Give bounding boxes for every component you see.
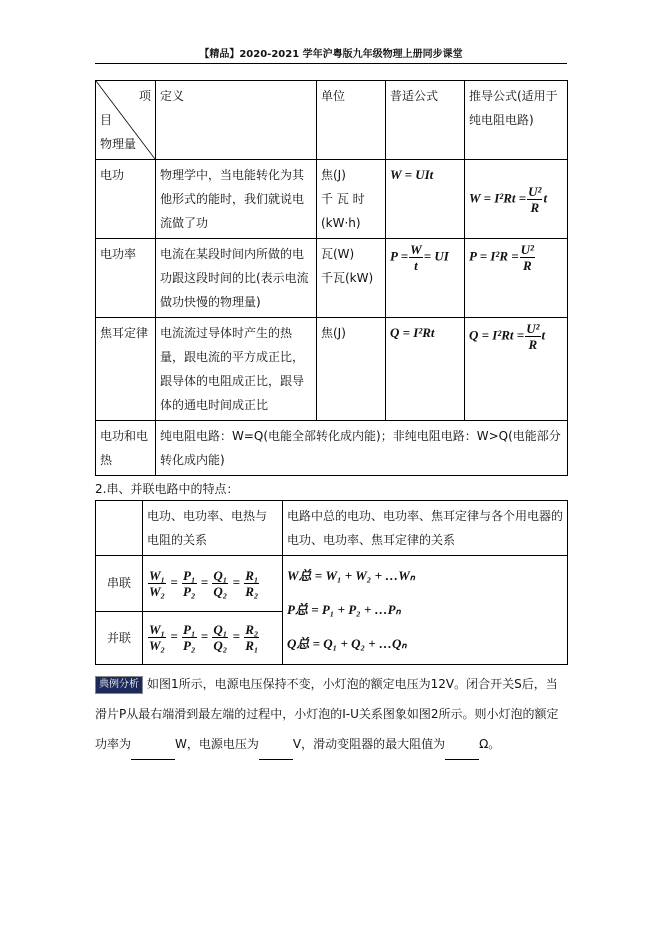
numerator: P₁ — [183, 567, 196, 583]
numerator: R₁ — [245, 567, 259, 583]
example-badge: 典例分析 — [95, 676, 143, 694]
denominator: R — [528, 337, 538, 352]
row-formula: Q = I²Rt — [386, 318, 465, 421]
fraction — [182, 622, 196, 653]
row-formula — [386, 239, 465, 318]
equals-sign: = — [197, 574, 212, 590]
formula-part: t — [541, 327, 546, 343]
formula-part: P = — [390, 248, 409, 264]
fraction — [244, 568, 259, 599]
table-row — [96, 556, 568, 612]
total-power: P总 = P₁ + P₂ + …Pₙ — [287, 602, 401, 617]
numerator: U² — [528, 183, 542, 199]
total-work: W总 = W₁ + W₂ + …Wₙ — [287, 568, 415, 583]
equals-sign: = — [167, 628, 182, 644]
denominator: R — [522, 258, 532, 273]
corner-bottom: 物理量 — [100, 137, 137, 151]
numerator: W₁ — [149, 622, 166, 638]
header-formula: 普适公式 — [386, 81, 465, 160]
row-unit — [317, 239, 386, 318]
numerator: Q₁ — [213, 567, 228, 583]
denominator: R₁ — [245, 638, 259, 654]
header-relation: 电功、电功率、电热与电阻的关系 — [143, 501, 283, 556]
circuit-table — [95, 500, 568, 665]
row-definition: 电流在某段时间内所做的电功跟这段时间的比(表示电流做功快慢的物理量) — [156, 239, 317, 318]
total-heat: Q总 = Q₁ + Q₂ + …Qₙ — [287, 636, 407, 651]
header-derived: 推导公式(适用于纯电阻电路) — [465, 81, 568, 160]
row-derived — [465, 160, 568, 239]
fraction — [182, 568, 196, 599]
totals-cell — [283, 556, 568, 665]
parallel-ratios — [143, 611, 283, 664]
header-divider — [95, 63, 567, 64]
formula-part: t — [543, 189, 548, 205]
formula-part: = UI — [423, 248, 449, 264]
electric-work-table — [95, 80, 568, 476]
numerator: W₁ — [149, 567, 166, 583]
row-definition: 物理学中，当电能转化为其他形式的能时，我们就说电流做了功 — [156, 160, 317, 239]
numerator: Q₁ — [213, 622, 228, 638]
denominator: R — [530, 199, 540, 215]
table-header-row — [96, 501, 568, 556]
section-heading: 2.串、并联电路中的特点： — [95, 482, 239, 496]
row-unit: 焦(J) — [317, 318, 386, 421]
numerator: U² — [526, 321, 540, 336]
numerator: P₁ — [183, 622, 196, 638]
header-unit: 单位 — [317, 81, 386, 160]
table-row — [96, 421, 568, 476]
header-definition: 定义 — [156, 81, 317, 160]
answer-blank[interactable] — [131, 729, 175, 760]
answer-blank[interactable] — [445, 729, 479, 760]
fraction — [525, 321, 540, 352]
row-name: 电功率 — [96, 239, 156, 318]
fraction — [212, 622, 228, 653]
example-text: 如图1所示，电源电压保持不变，小灯泡的额定电压为12V。闭合开关S后，当滑片P从最右端滑到最左端的过程中，小灯泡的I-U关系图象如图2所示。则小灯泡的额定功率为 — [95, 677, 559, 751]
table-row — [96, 239, 568, 318]
example-text: W，电源电压为 — [175, 737, 259, 751]
denominator: t — [414, 258, 418, 273]
corner-mid: 目 — [100, 113, 113, 127]
unit: (kW·h) — [321, 216, 361, 230]
equals-sign: = — [167, 574, 182, 590]
row-derived — [465, 239, 568, 318]
denominator: R₂ — [245, 583, 259, 599]
fraction — [409, 242, 423, 273]
equals-sign: = — [197, 628, 212, 644]
row-name: 焦耳定律 — [96, 318, 156, 421]
unit: 瓦(W) — [321, 247, 355, 261]
numerator: U² — [520, 242, 534, 257]
corner-cell — [96, 81, 156, 160]
fraction — [527, 184, 542, 215]
fraction — [148, 622, 166, 653]
fraction — [212, 568, 228, 599]
fraction — [148, 568, 166, 599]
table-row — [96, 318, 568, 421]
series-label: 串联 — [96, 556, 143, 612]
row-formula: W = UIt — [386, 160, 465, 239]
numerator: W — [410, 242, 422, 257]
unit: 千 瓦 时 — [321, 192, 365, 206]
row-derived — [465, 318, 568, 421]
denominator: W₂ — [149, 583, 166, 599]
formula-part: P = I²R = — [469, 248, 519, 264]
row-text: 纯电阻电路：W=Q(电能全部转化成内能)；非纯电阻电路：W>Q(电能部分转化成内能) — [156, 421, 568, 476]
example-paragraph — [95, 669, 567, 760]
series-ratios — [143, 556, 283, 612]
formula-part: W = I²Rt = — [469, 189, 527, 205]
denominator: Q₂ — [213, 638, 228, 654]
corner-top: 项 — [138, 89, 151, 103]
fraction — [520, 242, 535, 273]
row-name: 电功 — [96, 160, 156, 239]
denominator: P₂ — [183, 638, 196, 654]
equals-sign: = — [229, 628, 244, 644]
example-text: V，滑动变阻器的最大阻值为 — [292, 737, 446, 751]
table-row — [96, 160, 568, 239]
equals-sign: = — [229, 574, 244, 590]
numerator: R₂ — [245, 622, 259, 638]
denominator: P₂ — [183, 583, 196, 599]
row-name: 电功和电热 — [96, 421, 156, 476]
page-header: 【精品】2020-2021 学年沪粤版九年级物理上册同步课堂 — [199, 49, 463, 60]
table-header-row — [96, 81, 568, 160]
answer-blank[interactable] — [259, 729, 293, 760]
row-unit — [317, 160, 386, 239]
example-text: Ω。 — [479, 737, 501, 751]
unit: 焦(J) — [321, 168, 346, 182]
formula-part: Q = I²Rt = — [469, 327, 525, 343]
denominator: W₂ — [149, 638, 166, 654]
header-totals: 电路中总的电功、电功率、焦耳定律与各个用电器的电功、电功率、焦耳定律的关系 — [283, 501, 568, 556]
parallel-label: 并联 — [96, 611, 143, 664]
row-definition: 电流流过导体时产生的热量，跟电流的平方成正比，跟导体的电阻成正比，跟导体的通电时间成正比 — [156, 318, 317, 421]
empty-cell — [96, 501, 143, 556]
denominator: Q₂ — [213, 583, 228, 599]
unit: 千瓦(kW) — [321, 271, 374, 285]
fraction — [244, 622, 259, 653]
